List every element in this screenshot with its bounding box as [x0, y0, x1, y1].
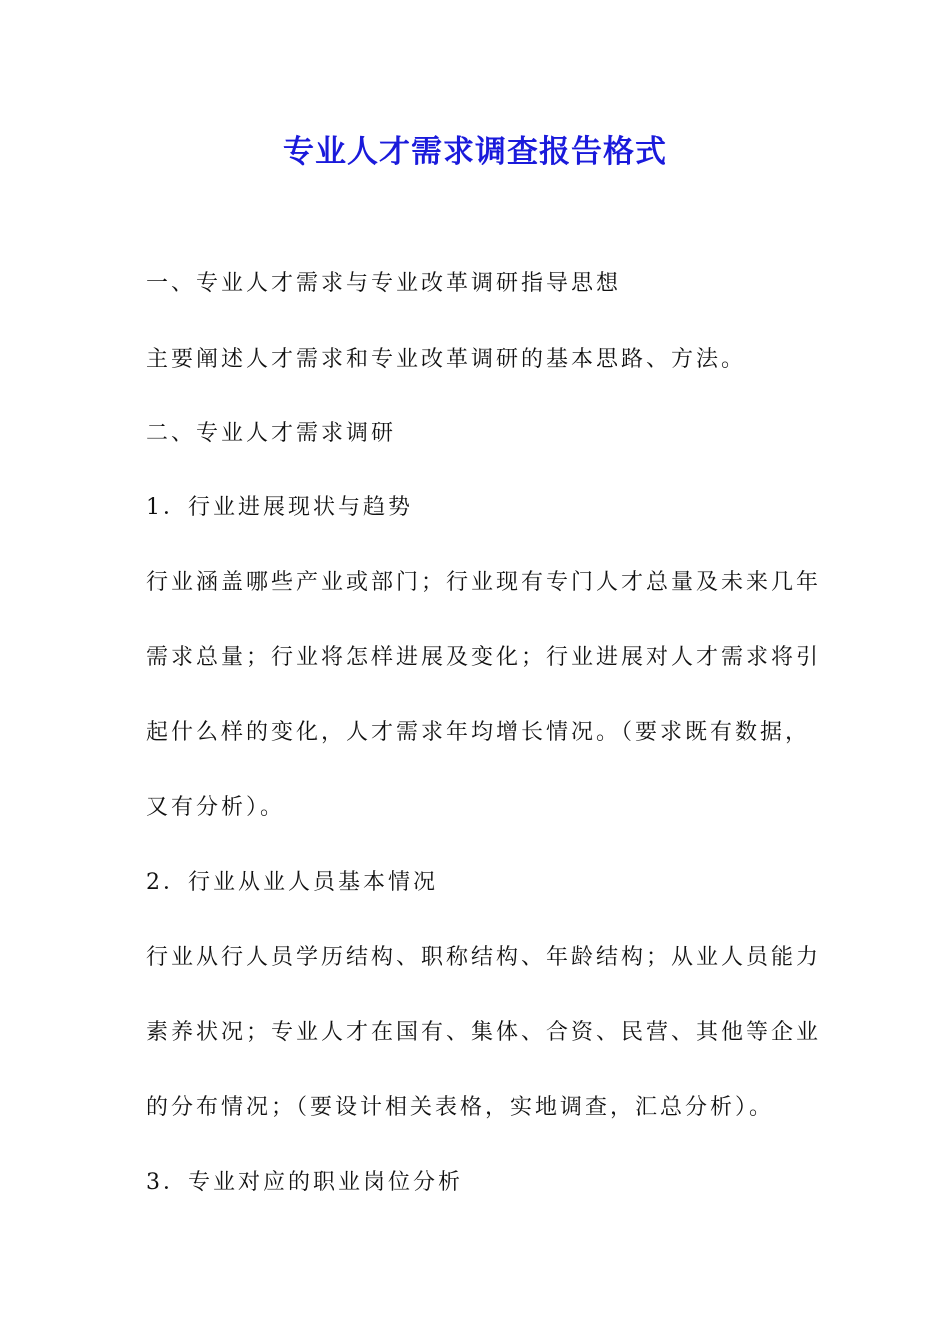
subsection-heading-2: 2．行业从业人员基本情况: [146, 870, 438, 895]
paragraph-line: 起什么样的变化，人才需求年均增长情况。（要求既有数据，: [146, 720, 811, 745]
section-heading-2: 二、专业人才需求调研: [146, 421, 397, 446]
paragraph-line: 又有分析）。: [146, 795, 286, 820]
paragraph-line: 行业涵盖哪些产业或部门；行业现有专门人才总量及未来几年: [146, 570, 822, 595]
subsection-heading-3: 3．专业对应的职业岗位分析: [146, 1170, 463, 1195]
paragraph-line: 主要阐述人才需求和专业改革调研的基本思路、方法。: [146, 347, 747, 372]
section-heading-1: 一、专业人才需求与专业改革调研指导思想: [146, 271, 622, 296]
subsection-heading-1: 1．行业进展现状与趋势: [146, 495, 413, 520]
paragraph-line: 需求总量；行业将怎样进展及变化；行业进展对人才需求将引: [146, 645, 822, 670]
paragraph-line: 素养状况；专业人才在国有、集体、合资、民营、其他等企业: [146, 1020, 822, 1045]
paragraph-line: 行业从行人员学历结构、职称结构、年龄结构；从业人员能力: [146, 945, 822, 970]
paragraph-line: 的分布情况；（要设计相关表格，实地调查，汇总分析）。: [146, 1095, 775, 1120]
page-title: 专业人才需求调查报告格式: [283, 134, 667, 170]
